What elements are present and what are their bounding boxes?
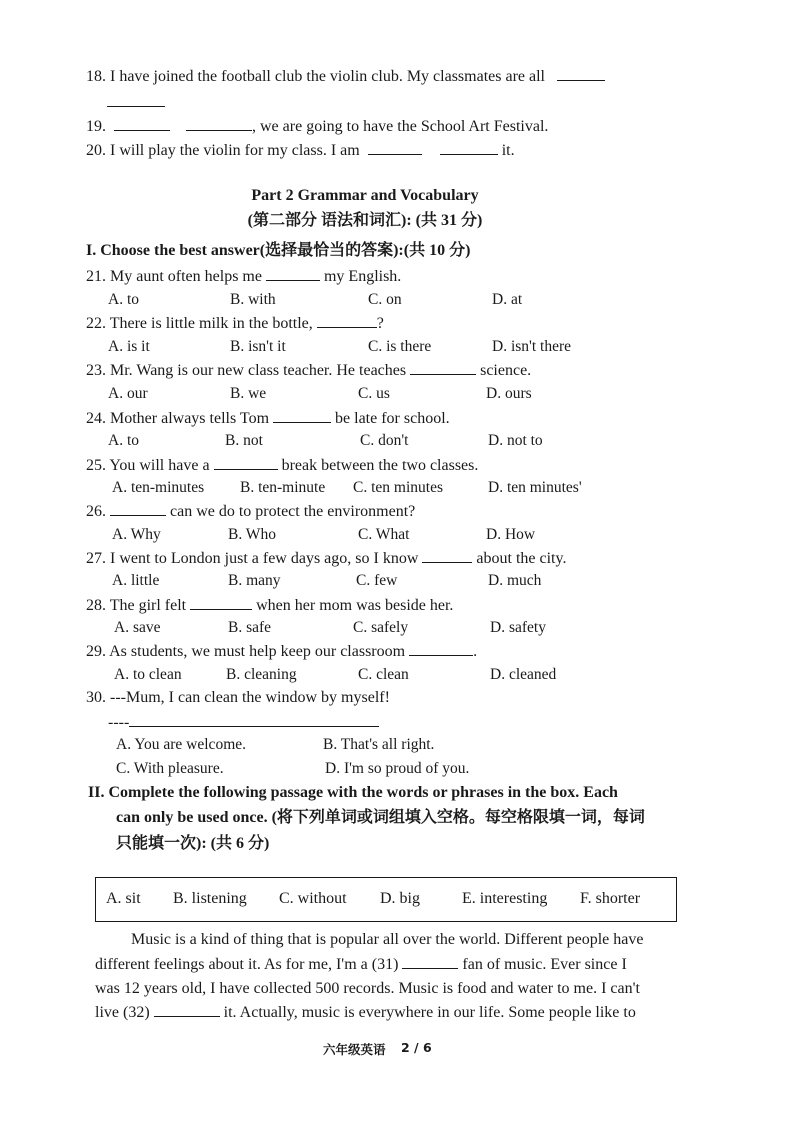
question-24 [86, 408, 450, 429]
option[interactable]: C. With pleasure. [116, 760, 224, 777]
question-stem-end: science. [480, 362, 532, 379]
option[interactable]: B. safe [228, 619, 272, 636]
question-stem: 29. As students, we must help keep our classroom [86, 643, 406, 660]
option[interactable]: A. to [108, 432, 139, 449]
word-option: D. big [380, 890, 420, 907]
option[interactable]: C. few [356, 572, 398, 589]
footer-subject: 六年级英语 [323, 1042, 386, 1057]
question-stem: 25. You will have a [86, 457, 210, 474]
question-stem: 21. My aunt often helps me [86, 268, 262, 285]
question-28 [86, 595, 453, 616]
question-19 [86, 116, 548, 137]
option[interactable]: A. to clean [114, 666, 182, 683]
question-20-end: it. [501, 142, 515, 159]
passage-text: it. Actually, music is everywhere in our life. Some people like to [223, 1004, 636, 1021]
question-18-blank-2[interactable] [107, 92, 165, 112]
question-27 [86, 548, 566, 569]
question-19-stem: , we are going to have the School Art Festival. [252, 118, 549, 135]
option[interactable]: C. ten minutes [353, 479, 443, 496]
option[interactable]: C. What [358, 526, 410, 543]
option[interactable]: A. our [108, 385, 148, 402]
answer-blank[interactable] [402, 954, 458, 969]
option[interactable]: D. much [488, 572, 542, 589]
question-30-reply [108, 712, 379, 733]
option[interactable]: A. Why [112, 526, 161, 543]
answer-blank[interactable] [110, 501, 166, 516]
passage-text: live (32) [95, 1004, 150, 1021]
option[interactable]: C. on [368, 291, 402, 308]
answer-blank[interactable] [186, 116, 252, 131]
passage-line-3: was 12 years old, I have collected 500 records. Music is food and water to me. I can't [95, 980, 640, 997]
answer-blank[interactable] [190, 595, 252, 610]
option[interactable]: C. is there [368, 338, 432, 355]
answer-blank[interactable] [410, 360, 476, 375]
option[interactable]: B. ten-minute [240, 479, 326, 496]
question-stem: 24. Mother always tells Tom [86, 410, 270, 427]
option[interactable]: B. we [230, 385, 267, 402]
question-stem: 22. There is little milk in the bottle, [86, 315, 313, 332]
answer-blank[interactable] [557, 66, 605, 81]
option[interactable]: D. cleaned [490, 666, 557, 683]
question-stem: 27. I went to London just a few days ago, so I know [86, 550, 419, 567]
question-19-number: 19. [86, 118, 106, 135]
question-22 [86, 313, 384, 334]
question-stem-end: . [473, 643, 478, 660]
option[interactable]: D. not to [488, 432, 543, 449]
page-number: 2 / 6 [401, 1040, 432, 1055]
option[interactable]: C. us [358, 385, 390, 402]
option[interactable]: D. safety [490, 619, 546, 636]
option[interactable]: B. isn't it [230, 338, 286, 355]
section-1-heading: I. Choose the best answer(选择最恰当的答案):(共 10 分) [86, 242, 471, 259]
question-stem-end: ? [376, 315, 384, 332]
section-2-heading-line-2: can only be used once. (将下列单词或词组填入空格。每空格限填一词，每词 [116, 809, 645, 826]
answer-blank[interactable] [317, 313, 377, 328]
question-20-stem: 20. I will play the violin for my class. I am [86, 142, 360, 159]
option[interactable]: A. ten-minutes [112, 479, 205, 496]
option[interactable]: D. How [486, 526, 536, 543]
question-stem-end: when her mom was beside her. [256, 597, 454, 614]
answer-blank[interactable] [409, 641, 473, 656]
option[interactable]: A. You are welcome. [116, 736, 247, 753]
question-stem-end: about the city. [476, 550, 567, 567]
section-2-heading-line-1: II. Complete the following passage with the words or phrases in the box. Each [88, 784, 618, 801]
option[interactable]: B. not [225, 432, 263, 449]
option[interactable]: C. clean [358, 666, 409, 683]
question-18 [86, 66, 605, 87]
option[interactable]: C. safely [353, 619, 409, 636]
passage-line-2 [95, 953, 627, 977]
option[interactable]: B. Who [228, 526, 276, 543]
option[interactable]: A. is it [108, 338, 150, 355]
answer-blank[interactable] [214, 455, 278, 470]
option[interactable]: B. with [230, 291, 276, 308]
answer-blank[interactable] [368, 140, 422, 155]
answer-blank[interactable] [440, 140, 498, 155]
word-box [95, 877, 677, 922]
word-option: F. shorter [580, 890, 641, 907]
question-18-stem: 18. I have joined the football club the violin club. My classmates are all [86, 68, 545, 85]
answer-blank[interactable] [273, 408, 331, 423]
part-title: Part 2 Grammar and Vocabulary [251, 187, 479, 204]
answer-blank[interactable] [154, 1002, 220, 1017]
question-21 [86, 266, 401, 287]
word-option: C. without [279, 890, 347, 907]
reply-dashes: ---- [108, 714, 130, 731]
question-stem-end: my English. [323, 268, 402, 285]
word-option: E. interesting [462, 890, 548, 907]
passage-line-4 [95, 1001, 636, 1025]
question-stem: 26. [86, 503, 106, 520]
answer-blank[interactable] [129, 712, 379, 727]
answer-blank[interactable] [266, 266, 320, 281]
passage-text: different feelings about it. As for me, I'm a (31) [95, 956, 399, 973]
option[interactable]: D. ours [486, 385, 532, 402]
question-26 [86, 501, 415, 522]
question-stem-end: can we do to protect the environment? [170, 503, 416, 520]
question-stem: 28. The girl felt [86, 597, 187, 614]
option[interactable]: A. little [112, 572, 160, 589]
question-stem: 23. Mr. Wang is our new class teacher. He teaches [86, 362, 407, 379]
option[interactable]: A. save [114, 619, 161, 636]
option[interactable]: A. to [108, 291, 139, 308]
answer-blank[interactable] [107, 92, 165, 107]
question-25 [86, 455, 478, 476]
section-2-heading-line-3: 只能填一次): (共 6 分) [116, 835, 270, 852]
word-option: A. sit [106, 890, 141, 907]
question-30: 30. ---Mum, I can clean the window by myself! [86, 689, 390, 706]
question-20 [86, 140, 515, 161]
word-option: B. listening [173, 890, 247, 907]
question-23 [86, 360, 531, 381]
question-29 [86, 641, 477, 662]
passage-line-1: Music is a kind of thing that is popular all over the world. Different people have [131, 931, 644, 948]
option[interactable]: B. cleaning [226, 666, 297, 683]
answer-blank[interactable] [114, 116, 170, 131]
option[interactable]: D. at [492, 291, 523, 308]
option[interactable]: B. That's all right. [323, 736, 435, 753]
option[interactable]: B. many [228, 572, 281, 589]
option[interactable]: C. don't [360, 432, 409, 449]
question-stem-end: be late for school. [335, 410, 450, 427]
option[interactable]: D. I'm so proud of you. [325, 760, 470, 777]
part-subtitle: (第二部分 语法和词汇): (共 31 分) [247, 212, 483, 229]
passage-text: fan of music. Ever since I [462, 956, 627, 973]
answer-blank[interactable] [422, 548, 472, 563]
option[interactable]: D. isn't there [492, 338, 571, 355]
question-stem-end: break between the two classes. [281, 457, 479, 474]
option[interactable]: D. ten minutes' [488, 479, 582, 496]
